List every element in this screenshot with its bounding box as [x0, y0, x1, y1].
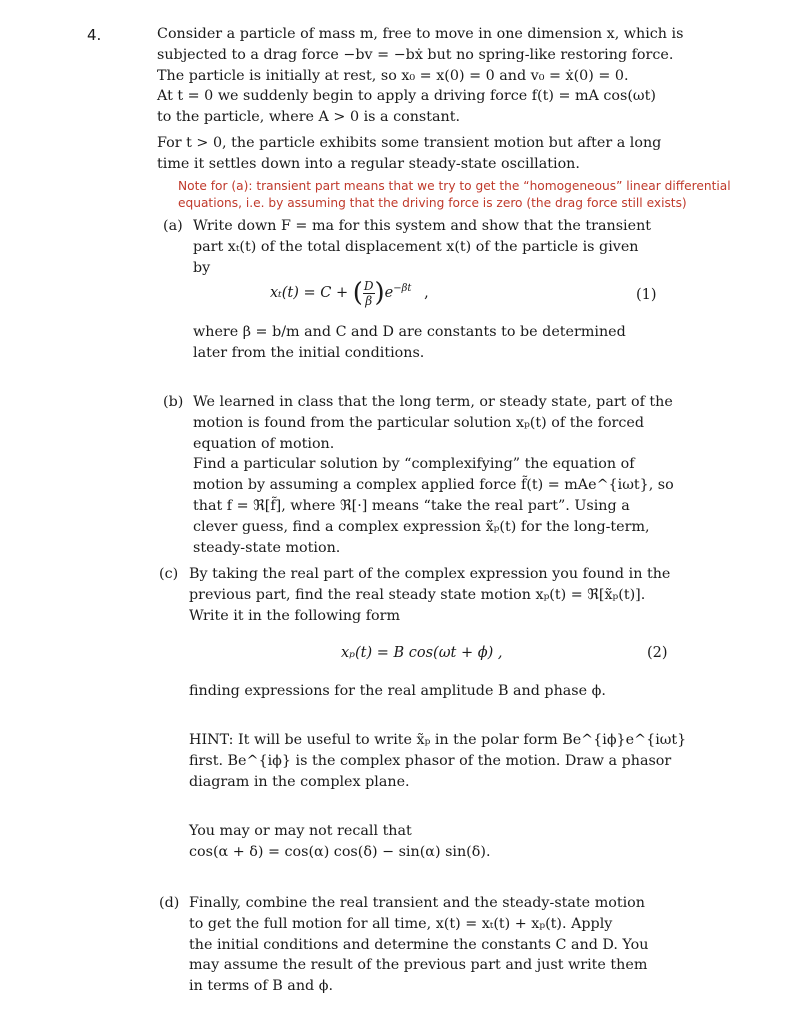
equation-1-numerator: D: [363, 278, 374, 293]
equation-2: xₚ(t) = B cos(ωt + ϕ) ,: [341, 645, 503, 661]
part-b-line: We learned in class that the long term, or steady state, part of the: [193, 394, 673, 410]
part-a-line: part xₜ(t) of the total displacement x(t) of the particle is given: [193, 238, 639, 255]
hint-line: first. Be^{iϕ} is the complex phasor of the motion. Draw a phasor: [189, 752, 672, 769]
part-a: [163, 216, 660, 278]
part-d-line: Finally, combine the real transient and the steady-state motion: [189, 895, 645, 911]
recall-line: cos(α + δ) = cos(α) cos(δ) − sin(α) sin(δ).: [189, 843, 491, 860]
intro-paragraph-1: [157, 24, 684, 128]
part-a-after-line: where β = b/m and C and D are constants to be determined: [193, 324, 626, 340]
equation-1-comma: ,: [424, 285, 429, 301]
part-c-line: previous part, find the real steady state motion xₚ(t) = ℜ[x̃ₚ(t)].: [189, 586, 646, 603]
intro-paragraph-2: [157, 133, 661, 175]
part-c-line: Write it in the following form: [189, 607, 401, 624]
equation-2-number: (2): [647, 645, 668, 661]
intro-line: At t = 0 we suddenly begin to apply a driving force f(t) = mA cos(ωt): [157, 88, 656, 105]
recall: [189, 821, 669, 863]
hint: [189, 730, 687, 792]
hint-line: HINT: It will be useful to write x̃ₚ in the polar form Be^{iϕ}e^{iωt}: [189, 732, 687, 748]
part-d-line: to get the full motion for all time, x(t) = xₜ(t) + xₚ(t). Apply: [189, 915, 613, 932]
hint-line: diagram in the complex plane.: [189, 773, 410, 790]
part-b-line: that f = ℜ[f̃], where ℜ[·] means “take the real part”. Using a: [193, 497, 630, 514]
intro-line: time it settles down into a regular steady-state oscillation.: [157, 155, 580, 172]
part-c-after-line: finding expressions for the real amplitude B and phase ϕ.: [189, 683, 606, 699]
part-a-after: [193, 322, 660, 364]
part-c-after: [189, 681, 669, 702]
equation-1-lhs: xₜ(t) = C +: [270, 285, 349, 301]
part-b-line: motion is found from the particular solution xₚ(t) of the forced: [193, 414, 645, 431]
intro-line: The particle is initially at rest, so x₀ = x(0) = 0 and v₀ = ẋ(0) = 0.: [157, 67, 629, 84]
part-b-line: clever guess, find a complex expression x̃ₚ(t) for the long-term,: [193, 518, 650, 535]
equation-1-exponent: −βt: [393, 283, 412, 295]
part-b-line: steady-state motion.: [193, 539, 341, 556]
part-d-line: may assume the result of the previous part and just write them: [189, 957, 648, 974]
part-a-line: Write down F = ma for this system and show that the transient: [193, 218, 652, 234]
part-c-label: (c): [159, 566, 179, 582]
part-b-line: Find a particular solution by “complexifying” the equation of: [193, 456, 635, 473]
part-b-label: (b): [163, 394, 184, 410]
intro-line: For t > 0, the particle exhibits some transient motion but after a long: [157, 135, 662, 151]
intro-line: to the particle, where A > 0 is a constant.: [157, 109, 461, 126]
part-a-line: by: [193, 259, 211, 276]
problem-number: 4.: [87, 26, 102, 44]
part-c-line: By taking the real part of the complex expression you found in the: [189, 566, 671, 582]
equation-1-denominator: β: [365, 293, 373, 308]
part-d-line: in terms of B and ϕ.: [189, 978, 334, 995]
equation-1-number: (1): [636, 287, 657, 303]
part-b-line: motion by assuming a complex applied force f̃(t) = mAe^{iωt}, so: [193, 477, 674, 494]
equation-1-exp: e: [384, 285, 394, 301]
recall-line: You may or may not recall that: [189, 823, 412, 839]
part-b-line: equation of motion.: [193, 435, 335, 452]
part-d: [159, 893, 671, 997]
intro-line: subjected to a drag force −bv = −bẋ but no spring-like restoring force.: [157, 46, 674, 63]
part-c: [159, 564, 671, 626]
part-a-after-line: later from the initial conditions.: [193, 344, 425, 361]
equation-1: xₜ(t) = C + ( $\frac{D}{\beta}$ )$e^{-\beta t}$ ,: [270, 278, 429, 308]
part-d-line: the initial conditions and determine the constants C and D. You: [189, 936, 649, 953]
part-d-label: (d): [159, 895, 180, 911]
instructor-note: [178, 178, 731, 211]
note-line: equations, i.e. by assuming that the driving force is zero (the drag force still exists): [178, 195, 687, 210]
intro-line: Consider a particle of mass m, free to move in one dimension x, which is: [157, 26, 684, 42]
part-b: [163, 392, 674, 558]
part-a-label: (a): [163, 218, 183, 234]
note-line: Note for (a): transient part means that we try to get the “homogeneous” linear differential: [178, 179, 731, 193]
